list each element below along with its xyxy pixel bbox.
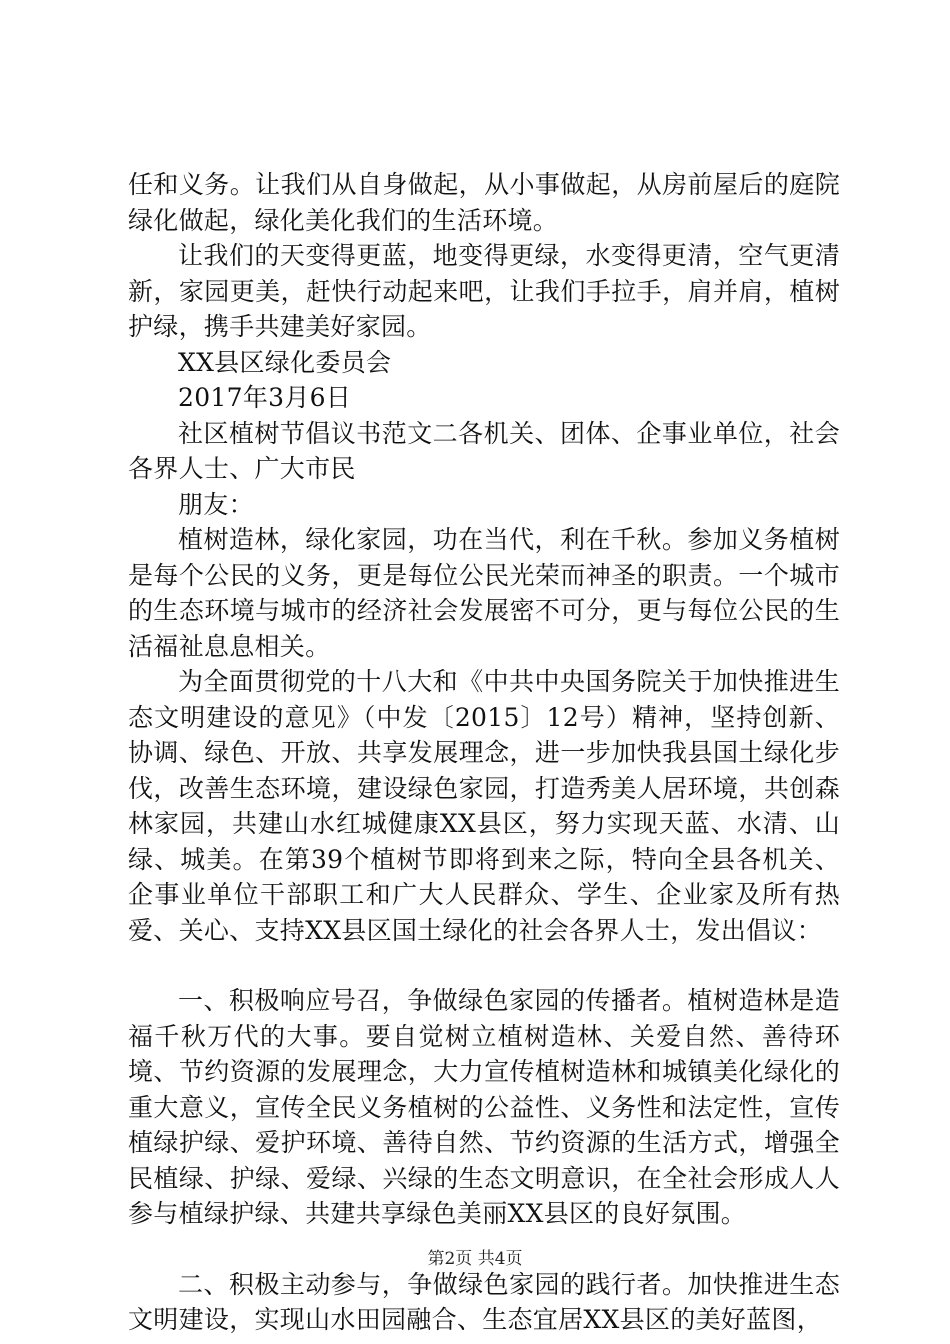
paragraph-purpose: 为全面贯彻党的十八大和《中共中央国务院关于加快推进生态文明建设的意见》（中发〔2015〕12号）精神，坚持创新、协调、绿色、开放、共享发展理念，进一步加快我县国土绿化步伐，改善生态环境，建设绿色家园，打造秀美人居环境，共创森林家园，共建山水红城健康XX县区，努力实现天蓝、水清、山绿、城美。在第39个植树节即将到来之际，特向全县各机关、企事业单位干部职工和广大人民群众、学生、企业家及所有热爱、关心、支持XX县区国土绿化的社会各界人士，发出倡议： xyxy=(128,667,840,945)
section-title-addressee: 社区植树节倡议书范文二各机关、团体、企事业单位，社会各界人士、广大市民 xyxy=(128,418,840,483)
paragraph-point-one: 一、积极响应号召，争做绿色家园的传播者。植树造林是造福千秋万代的大事。要自觉树立植树造林、关爱自然、善待环境、节约资源的发展理念，大力宣传植树造林和城镇美化绿化的重大意义，宣传全民义务植树的公益性、义务性和法定性，宣传植绿护绿、爱护环境、善待自然、节约资源的生活方式，增强全民植绿、护绿、爱绿、兴绿的生态文明意识，在全社会形成人人参与植绿护绿、共建共享绿色美丽XX县区的良好氛围。 xyxy=(128,986,840,1228)
signature-date: 2017年3月6日 xyxy=(178,383,352,412)
salutation: 朋友： xyxy=(178,489,254,519)
page-footer: 第2页 共4页 xyxy=(427,1249,523,1269)
paragraph-call-to-action: 让我们的天变得更蓝，地变得更绿，水变得更清，空气更清新，家园更美，赶快行动起来吧，让我们手拉手，肩并肩，植树护绿，携手共建美好家园。 xyxy=(128,241,840,341)
paragraph-continuation: 任和义务。让我们从自身做起，从小事做起，从房前屋后的庭院绿化做起，绿化美化我们的生活环境。 xyxy=(128,170,840,235)
paragraph-point-two: 二、积极主动参与，争做绿色家园的践行者。加快推进生态文明建设，实现山水田园融合、生态宜居XX县区的美好蓝图， xyxy=(128,1269,840,1334)
document-body xyxy=(128,167,840,1338)
paragraph-intro: 植树造林，绿化家园，功在当代，利在千秋。参加义务植树是每个公民的义务，更是每位公民光荣而神圣的职责。一个城市的生态环境与城市的经济社会发展密不可分，更与每位公民的生活福祉息息相关。 xyxy=(128,525,840,661)
signature-organization: XX县区绿化委员会 xyxy=(178,347,392,377)
